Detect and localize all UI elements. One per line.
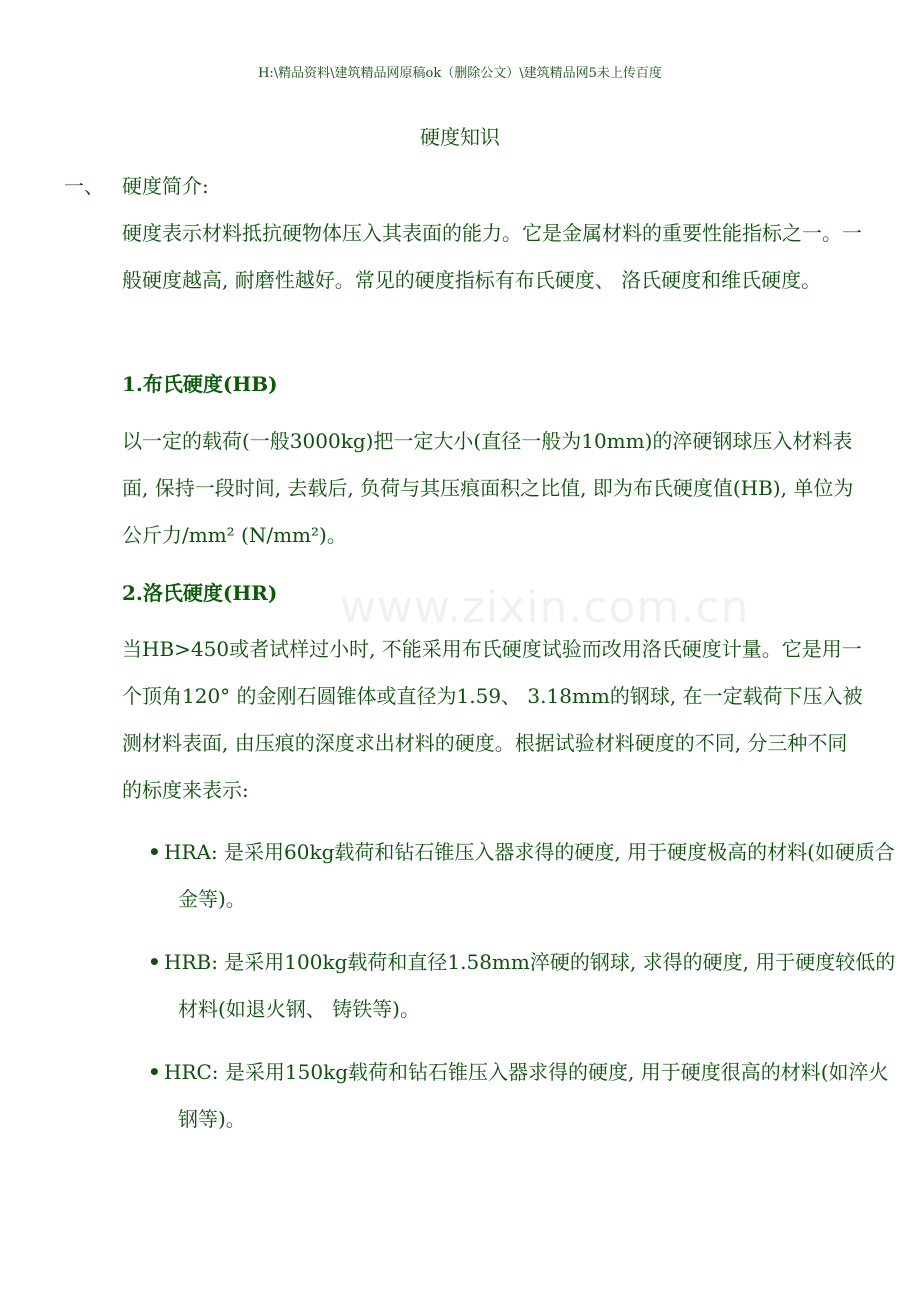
scale-text: HRB: 是采用100kg载荷和直径1.58mm淬硬的钢球, 求得的硬度, 用于硬度较低的材料(如退火钢、 铸铁等)。 [164,950,896,1021]
document-title: 硬度知识 [420,125,500,149]
brinell-paragraph: 以一定的载荷(一般3000kg)把一定大小(直径一般为10mm)的淬硬钢球压入材料表面, 保持一段时间, 去载后, 负荷与其压痕面积之比值, 即为布氏硬度值(HB), 单位为公斤力/mm² (N/mm²)。 [122,429,854,547]
rockwell-paragraph: 当HB>450或者试样过小时, 不能采用布氏硬度试验而改用洛氏硬度计量。它是用一个顶角120° 的金刚石圆锥体或直径为1.59、 3.18mm的钢球, 在一定载荷下压入被测材料表面, 由压痕的深度求出材料的硬度。根据试验材料硬度的不同, 分三种不同的标度来表示: [122,637,863,802]
scale-item-hrc [148,1049,898,1143]
watermark: www.zixin.com.cn [340,582,750,633]
section-number: 一、 [64,174,104,198]
scale-text: HRC: 是采用150kg载荷和钻石锥压入器求得的硬度, 用于硬度很高的材料(如淬火钢等)。 [164,1060,889,1131]
bullet-icon: • [148,840,161,864]
bullet-icon: • [148,950,161,974]
brinell-heading: 1.布氏硬度(HB) [122,372,278,396]
scale-item-hra [148,829,898,923]
scale-text: HRA: 是采用60kg载荷和钻石锥压入器求得的硬度, 用于硬度极高的材料(如硬质合金等)。 [164,840,895,911]
section-heading [64,171,209,201]
bullet-icon: • [148,1060,161,1084]
intro-paragraph: 硬度表示材料抵抗硬物体压入其表面的能力。它是金属材料的重要性能指标之一。一般硬度越高, 耐磨性越好。常见的硬度指标有布氏硬度、 洛氏硬度和维氏硬度。 [122,221,862,292]
section-heading-text: 硬度简介: [122,174,209,198]
rockwell-heading: 2.洛氏硬度(HR) [122,581,278,605]
page-header-path: H:\精品资料\建筑精品网原稿ok（删除公文）\建筑精品网5未上传百度 [258,66,662,81]
scale-item-hrb [148,939,898,1033]
